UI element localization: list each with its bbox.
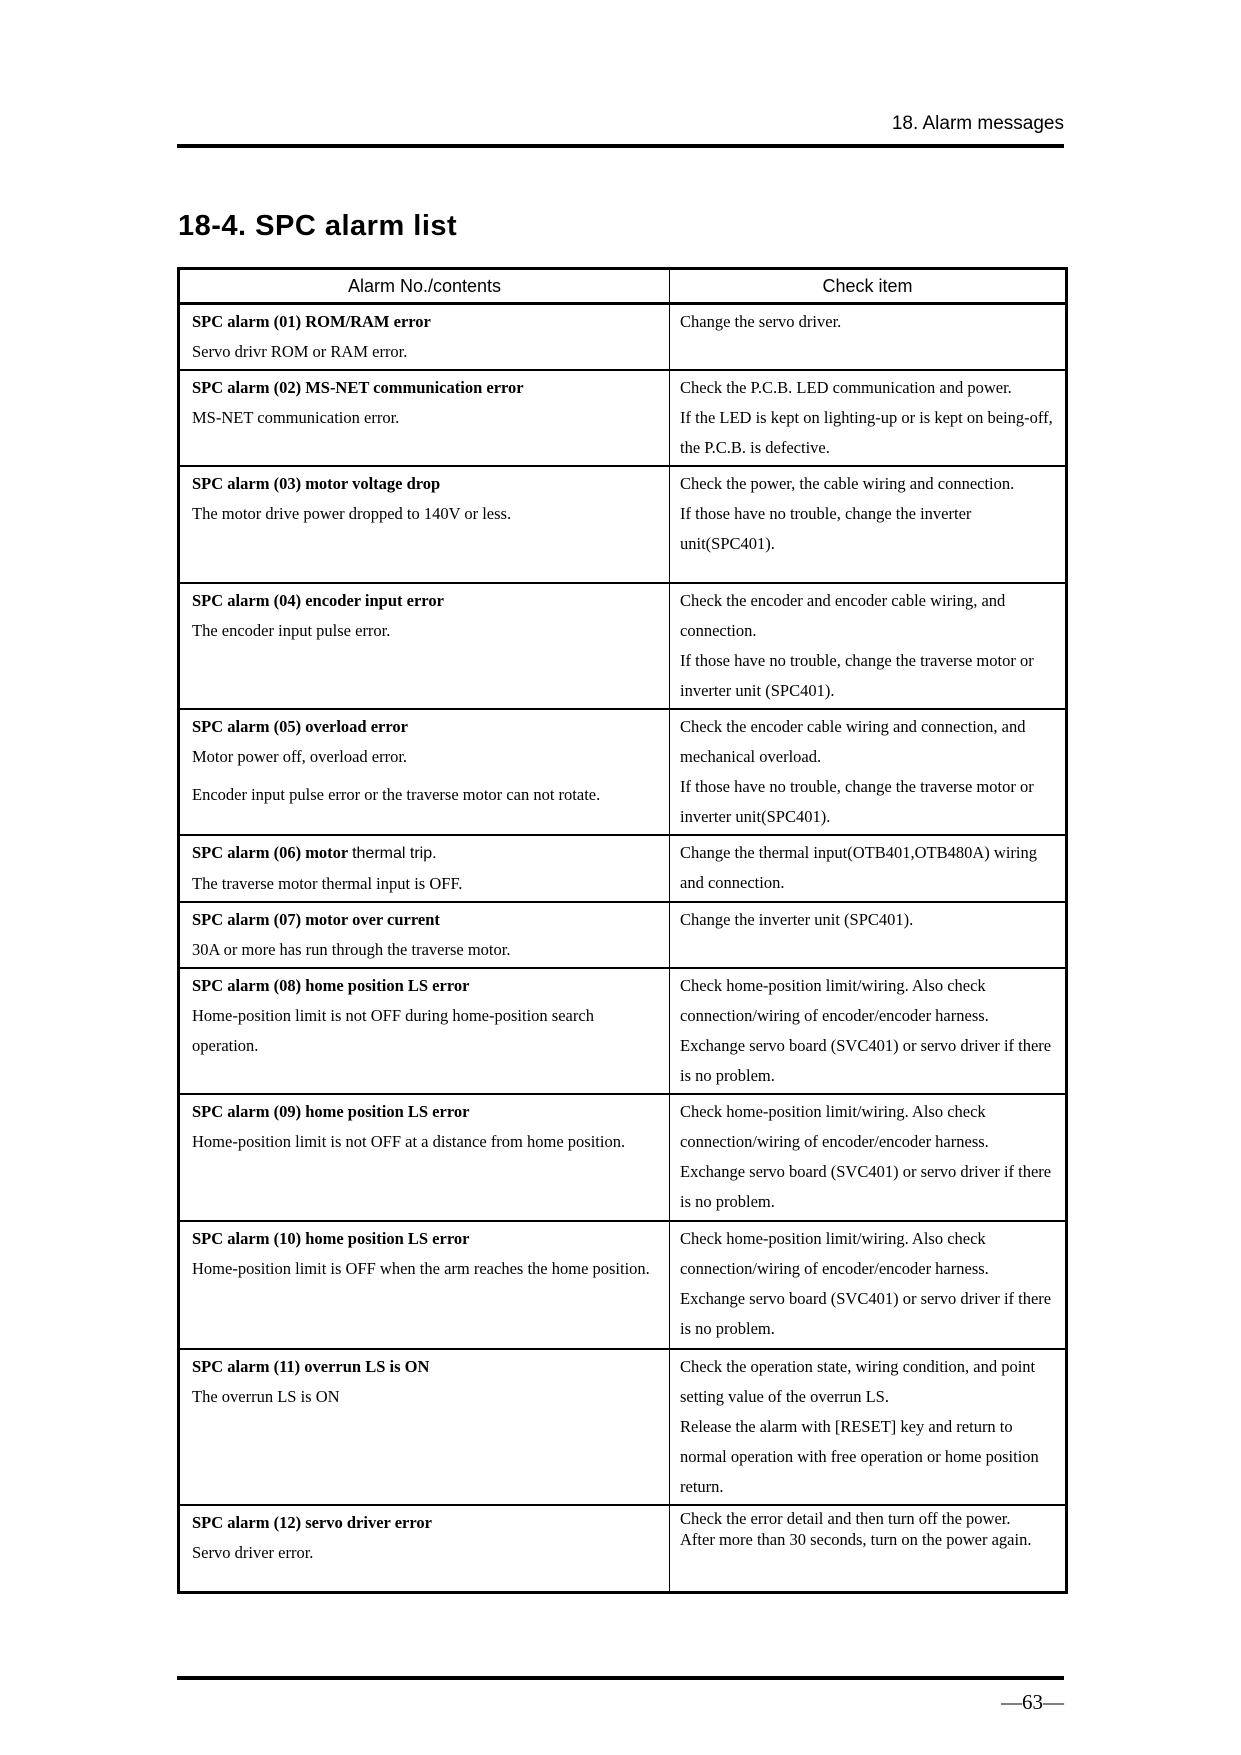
check-item-text: If those have no trouble, change the inverter unit(SPC401). xyxy=(680,504,972,553)
table-row xyxy=(179,370,1067,466)
alarm-description: Servo drivr ROM or RAM error. xyxy=(192,342,408,361)
check-cell xyxy=(670,466,1067,583)
alarm-title xyxy=(192,1097,663,1127)
alarm-title-bold: SPC alarm (10) home position LS error xyxy=(192,1229,470,1248)
check-item-text: Check home-position limit/wiring. Also check connection/wiring of encoder/encoder harness. xyxy=(680,1102,989,1151)
check-cell xyxy=(670,1349,1067,1505)
table-header-row xyxy=(179,269,1067,304)
check-cell xyxy=(670,304,1067,371)
alarm-title xyxy=(192,838,663,869)
alarm-title xyxy=(192,307,663,337)
check-cell xyxy=(670,1221,1067,1349)
check-cell xyxy=(670,1094,1067,1221)
alarm-description: 30A or more has run through the traverse motor. xyxy=(192,940,511,959)
check-cell xyxy=(670,902,1067,968)
column-header-check: Check item xyxy=(670,269,1067,304)
alarm-title xyxy=(192,586,663,616)
alarm-cell xyxy=(179,370,670,466)
section-header: 18. Alarm messages xyxy=(891,113,1064,134)
alarm-description: Home-position limit is not OFF during home-position search operation. xyxy=(192,1006,594,1055)
alarm-cell xyxy=(179,304,670,371)
alarm-description: Home-position limit is OFF when the arm reaches the home position. xyxy=(192,1259,650,1278)
alarm-description: The overrun LS is ON xyxy=(192,1387,340,1406)
alarm-title-bold: SPC alarm (06) motor xyxy=(192,843,353,862)
check-item-text: Check the operation state, wiring condition, and point setting value of the overrun LS. xyxy=(680,1357,1036,1406)
table-row xyxy=(179,709,1067,835)
alarm-description: The traverse motor thermal input is OFF. xyxy=(192,874,463,893)
check-item-text: Check the P.C.B. LED communication and power. xyxy=(680,378,1012,397)
check-item-text: Exchange servo board (SVC401) or servo driver if there is no problem. xyxy=(680,1289,1052,1338)
alarm-table xyxy=(177,267,1068,1594)
check-item-text: Check the encoder and encoder cable wiring, and connection. xyxy=(680,591,1006,640)
alarm-title-bold: SPC alarm (08) home position LS error xyxy=(192,976,470,995)
alarm-cell xyxy=(179,968,670,1094)
check-item-text: Change the thermal input(OTB401,OTB480A) wiring and connection. xyxy=(680,843,1037,892)
check-item-text: If the LED is kept on lighting-up or is kept on being-off, the P.C.B. is defective. xyxy=(680,408,1053,457)
table-row xyxy=(179,466,1067,583)
alarm-title xyxy=(192,1352,663,1382)
alarm-title xyxy=(192,469,663,499)
alarm-description: Servo driver error. xyxy=(192,1543,314,1562)
alarm-cell xyxy=(179,1505,670,1592)
check-item-text: If those have no trouble, change the traverse motor or inverter unit(SPC401). xyxy=(680,777,1034,826)
footer-rule xyxy=(177,1676,1064,1680)
alarm-cell xyxy=(179,1221,670,1349)
alarm-cell xyxy=(179,835,670,902)
check-item-text: After more than 30 seconds, turn on the power again. xyxy=(680,1530,1032,1549)
check-item-text: Exchange servo board (SVC401) or servo driver if there is no problem. xyxy=(680,1162,1052,1211)
alarm-title xyxy=(192,905,663,935)
table-row xyxy=(179,304,1067,371)
check-item-text: If those have no trouble, change the traverse motor or inverter unit (SPC401). xyxy=(680,651,1034,700)
column-header-alarm: Alarm No./contents xyxy=(179,269,670,304)
alarm-title-bold: SPC alarm (07) motor over current xyxy=(192,910,440,929)
alarm-title xyxy=(192,971,663,1001)
header-rule xyxy=(177,144,1064,148)
table-row xyxy=(179,835,1067,902)
table-row xyxy=(179,1221,1067,1349)
alarm-title-bold: SPC alarm (02) MS-NET communication error xyxy=(192,378,524,397)
table-row xyxy=(179,1505,1067,1592)
table-row xyxy=(179,1094,1067,1221)
table-row xyxy=(179,968,1067,1094)
alarm-title-plain: thermal trip. xyxy=(352,845,437,862)
check-cell xyxy=(670,1505,1067,1592)
table-row xyxy=(179,583,1067,709)
alarm-title-bold: SPC alarm (04) encoder input error xyxy=(192,591,444,610)
alarm-cell xyxy=(179,583,670,709)
alarm-title-bold: SPC alarm (01) ROM/RAM error xyxy=(192,312,431,331)
check-item-text: Exchange servo board (SVC401) or servo driver if there is no problem. xyxy=(680,1036,1052,1085)
alarm-description: Encoder input pulse error or the traverse motor can not rotate. xyxy=(192,785,601,804)
check-item-text: Check the power, the cable wiring and connection. xyxy=(680,474,1015,493)
alarm-title xyxy=(192,1224,663,1254)
page-title: 18-4. SPC alarm list xyxy=(178,210,458,243)
alarm-title xyxy=(192,712,663,742)
alarm-description: The encoder input pulse error. xyxy=(192,621,391,640)
alarm-cell xyxy=(179,902,670,968)
check-cell xyxy=(670,583,1067,709)
alarm-title xyxy=(192,373,663,403)
alarm-title-bold: SPC alarm (03) motor voltage drop xyxy=(192,474,441,493)
check-item-text: Check home-position limit/wiring. Also check connection/wiring of encoder/encoder harness. xyxy=(680,1229,989,1278)
alarm-title-bold: SPC alarm (12) servo driver error xyxy=(192,1513,432,1532)
alarm-cell xyxy=(179,709,670,835)
alarm-title-bold: SPC alarm (05) overload error xyxy=(192,717,408,736)
check-item-text: Change the servo driver. xyxy=(680,312,842,331)
alarm-cell xyxy=(179,1094,670,1221)
check-item-text: Check home-position limit/wiring. Also check connection/wiring of encoder/encoder harness. xyxy=(680,976,989,1025)
check-item-text: Check the error detail and then turn off the power. xyxy=(680,1509,1011,1528)
alarm-cell xyxy=(179,466,670,583)
check-item-text: Change the inverter unit (SPC401). xyxy=(680,910,914,929)
alarm-title xyxy=(192,1508,663,1538)
page-number: —63— xyxy=(1001,1690,1064,1714)
alarm-title-bold: SPC alarm (09) home position LS error xyxy=(192,1102,470,1121)
alarm-description: Home-position limit is not OFF at a distance from home position. xyxy=(192,1132,626,1151)
alarm-description: Motor power off, overload error. xyxy=(192,747,408,766)
table-row xyxy=(179,1349,1067,1505)
alarm-description: The motor drive power dropped to 140V or less. xyxy=(192,504,512,523)
alarm-title-bold: SPC alarm (11) overrun LS is ON xyxy=(192,1357,430,1376)
check-cell xyxy=(670,968,1067,1094)
check-cell xyxy=(670,709,1067,835)
check-item-text: Check the encoder cable wiring and connection, and mechanical overload. xyxy=(680,717,1026,766)
alarm-cell xyxy=(179,1349,670,1505)
table-row xyxy=(179,902,1067,968)
check-cell xyxy=(670,835,1067,902)
alarm-description: MS-NET communication error. xyxy=(192,408,400,427)
check-cell xyxy=(670,370,1067,466)
check-item-text: Release the alarm with [RESET] key and return to normal operation with free operation or home position return. xyxy=(680,1417,1039,1496)
